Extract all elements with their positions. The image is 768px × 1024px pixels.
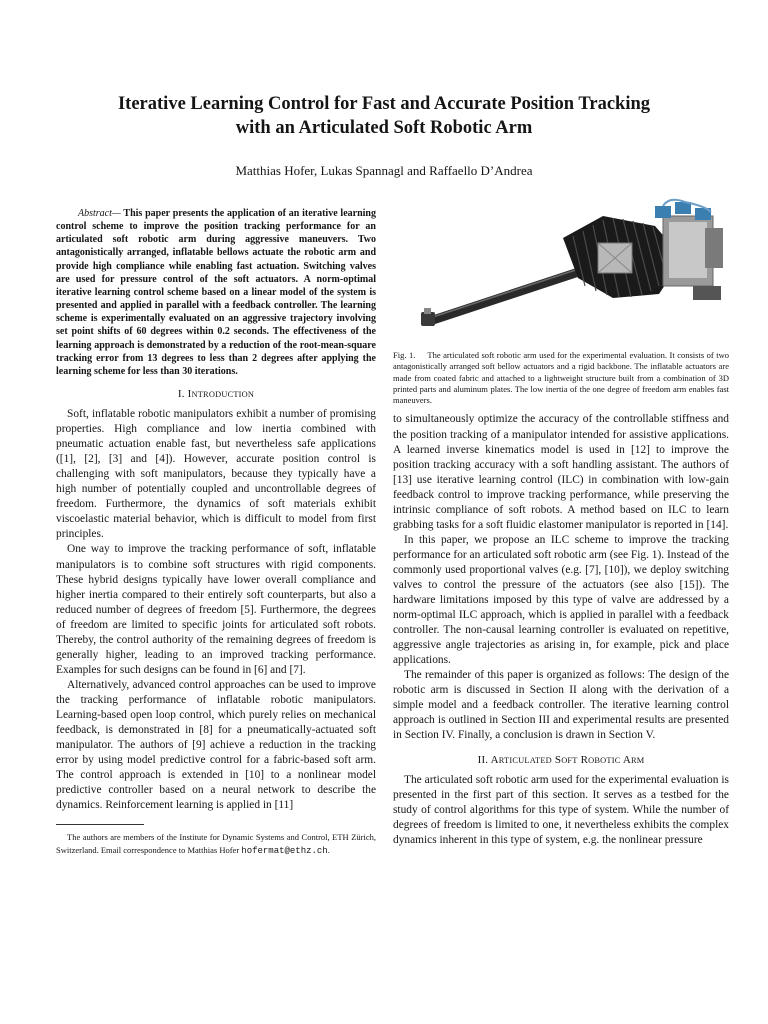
robotic-arm-figure <box>393 198 729 346</box>
body-paragraph: In this paper, we propose an ILC scheme to improve the tracking performance for an articulated soft robotic arm (see Fig. 1). Instead of the commonly used proportional valves (e.g. [7], [10]), we deploy switching valves to control the pressure of the actuators (see also [15]). The hardware limitations imposed by this type of valve are addressed by a norm-optimal ILC approach, which is applied in parallel with a feedback controller. The non-causal learning controller is evaluated on repetitive, aggressive angle trajectories as arising in, for example, pick and place applications. <box>393 533 729 667</box>
section-initial: I <box>187 388 192 401</box>
section-title-rest: RTICULATED <box>498 755 552 765</box>
abstract-dash: — <box>111 208 121 219</box>
section-initial: A <box>490 753 499 766</box>
footnote-period: . <box>327 844 330 855</box>
section-initial: A <box>622 753 631 766</box>
introduction-body <box>56 407 376 813</box>
paper-title <box>60 92 708 140</box>
figure-1-caption <box>393 350 729 406</box>
body-paragraph: The articulated soft robotic arm used for the experimental evaluation is presented in the first part of this section. It serves as a testbed for the study of control algorithms for this type of system. While the number of degrees of freedom is limited to one, it nevertheless exhibits the complex dynamics inherent in this type of system, e.g. the nonlinear pressure <box>393 773 729 846</box>
right-body-text <box>393 412 729 743</box>
section-number: I. <box>177 388 185 401</box>
title-line-2: with an Articulated Soft Robotic Arm <box>235 118 533 138</box>
section-2-body <box>393 773 729 848</box>
intro-paragraph: One way to improve the tracking performance of soft, inflatable manipulators is to combine soft structures with rigid components. These hybrid designs typically have lower overall compliance and higher inertia compared to their entirely soft counterparts, but also a reduced number of degrees of freedom [5]. Furthermore, the degrees of freedom are limited to specific joints for articulated soft robots. Thereby, the control authority of the remaining degrees of freedom is generally higher, leading to an improved tracking performance. Examples for such designs can be found in [6] and [7]. <box>56 543 376 676</box>
author-footnote <box>56 831 376 856</box>
section-title-rest: OFT <box>561 755 578 765</box>
section-number: II. <box>477 753 489 766</box>
left-column <box>56 207 376 857</box>
section-title-rest: NTRODUCTION <box>191 390 255 400</box>
section-heading-introduction <box>56 388 376 400</box>
footnote-email: hofermat@ethz.ch <box>241 845 328 856</box>
footnote-divider <box>56 824 144 825</box>
author-list: Matthias Hofer, Lukas Spannagl and Raffaello D’Andrea <box>235 163 533 178</box>
section-title-rest: RM <box>630 755 645 765</box>
section-title-rest: OBOTIC <box>588 755 621 765</box>
abstract-text: This paper presents the application of an iterative learning control scheme to improve the position tracking performance for an articulated soft robotic arm during aggressive maneuvers. Two antagonistically arranged, inflatable bellows actuate the robotic arm and provide high compliance while enabling fast actuation. Switching valves are used for pressure control of the soft actuators. A norm-optimal iterative learning control scheme based on a linear model of the system is presented and applied in parallel with a feedback controller. The learning scheme is experimentally evaluated on an aggressive trajectory involving set point shifts of 60 degrees within 0.2 seconds. The effectiveness of the learning approach is demonstrated by a reduction of the root-mean-square tracking error from 13 degrees to less than 2 degrees after applying the learning scheme for less than 30 iterations. <box>56 208 376 377</box>
right-column <box>393 198 729 848</box>
abstract-label: Abstract <box>78 208 112 219</box>
footnote-text: The authors are members of the Institute for Dynamic Systems and Control, ETH Zürich, Switzerland. Email correspondence to Matthias Hofer <box>56 832 376 855</box>
intro-paragraph: Alternatively, advanced control approaches can be used to improve the tracking performance of inflatable robotic manipulators. Learning-based open loop control, which purely relies on mechanical feedback, is demonstrated in [8] for a pneumatically-actuated soft manipulator. The authors of [9] achieve a reduction in the tracking error by using model predictive control for a fabric-based soft arm. The control approach is extended in [10] to a nonlinear model predictive controller based on a neural network to describe the dynamics. Reinforcement learning is applied in [11] <box>56 678 376 812</box>
body-paragraph: to simultaneously optimize the accuracy of the controllable stiffness and the position tracking of a manipulator intended for assistive applications. A learned inverse kinematics model is used in [12] to improve the position tracking accuracy with a soft handling assistant. The authors of [13] use iterative learning control (ILC) in combination with low-gain feedback control to improve tracking performance, while preserving the intrinsic compliance of soft robots. A method based on ILC to learn grabbing tasks for a soft fluidic elastomer manipulator is reported in [14]. <box>393 413 729 531</box>
section-initial: S <box>554 753 562 766</box>
robotic-arm-image <box>393 198 729 346</box>
section-heading-articulated-soft-robotic-arm <box>393 754 729 766</box>
figure-label: Fig. 1. <box>393 350 416 360</box>
section-initial: R <box>580 753 589 766</box>
body-paragraph: The remainder of this paper is organized as follows: The design of the robotic arm is discussed in Section II along with the derivation of a simple model and a feedback controller. The iterative learning control approach is outlined in Section III and experimental results are presented in Section IV. Finally, a conclusion is drawn in Section V. <box>393 669 729 742</box>
title-line-1: Iterative Learning Control for Fast and Accurate Position Tracking <box>117 94 650 114</box>
abstract <box>56 207 376 378</box>
intro-paragraph: Soft, inflatable robotic manipulators exhibit a number of promising properties. High compliance and low inertia combined with pneumatic actuation enable fast, but nevertheless safe applications ([1], [2], [3] and [4]). However, accurate position control is challenging with soft manipulators, because they typically have a high number of potentially coupled and uncontrollable degrees of freedom. Furthermore, the dynamics of soft materials exhibit viscoelastic material behavior, which is difficult to model from first principles. <box>56 408 376 541</box>
figure-caption-text: The articulated soft robotic arm used for the experimental evaluation. It consists of two antagonistically arranged soft bellow actuators and a rigid backbone. The inflatable actuators are made from coated fabric and attached to a lightweight structure built from a combination of 3D printed parts and aluminum plates. The low inertia of the one degree of freedom arm enables fast maneuvers. <box>393 350 730 406</box>
